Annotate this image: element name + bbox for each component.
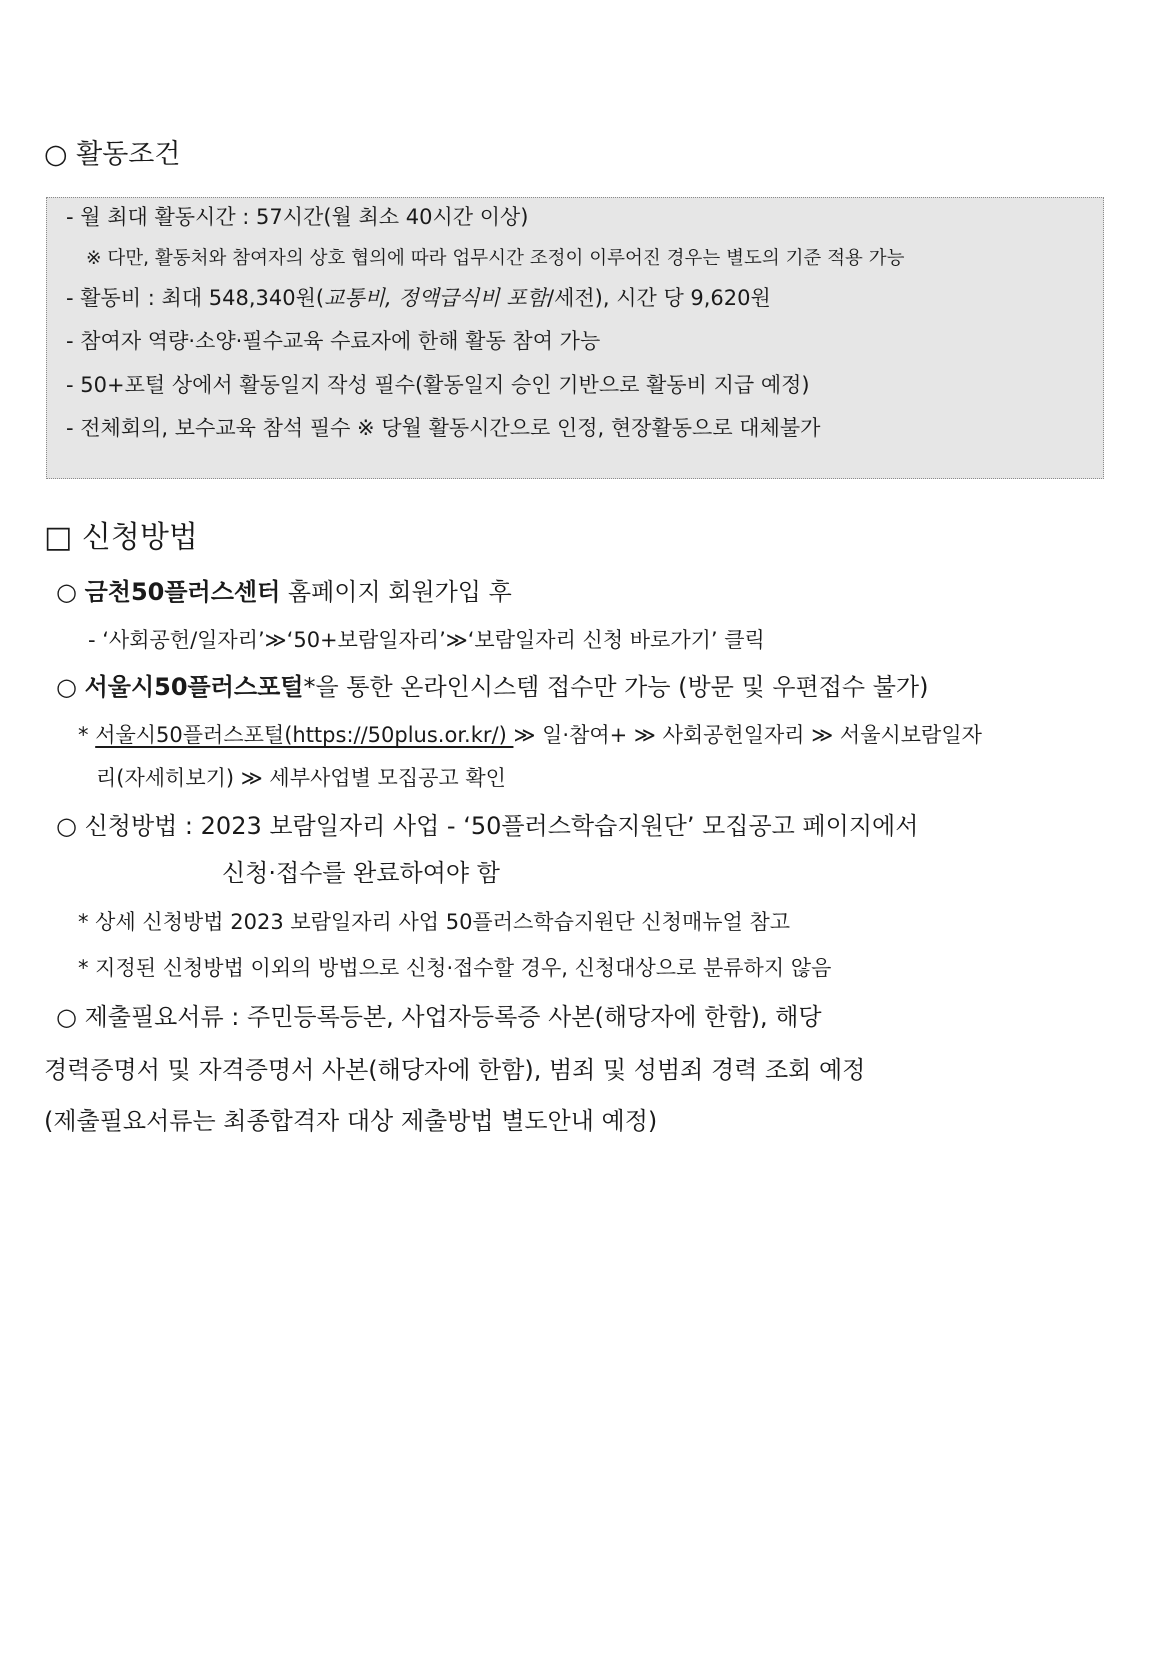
activity-line-meeting: - 전체회의, 보수교육 참석 필수 ※ 당월 활동시간으로 인정, 현장활동으로 대체불가 xyxy=(66,416,821,440)
activity-line-hours: - 월 최대 활동시간 : 57시간(월 최소 40시간 이상) xyxy=(66,205,529,229)
activity-line-pay: - 활동비 : 최대 548,340원(교통비, 정액급식비 포함/세전), 시간 당 9,620원 xyxy=(66,286,771,310)
apply-item-portal: ○ 서울시50플러스포털*을 통한 온라인시스템 접수만 가능 (방문 및 우편접수 불가) xyxy=(56,673,929,701)
apply-portal-note: * 서울시50플러스포털(https://50plus.or.kr/) ≫ 일·참여+ ≫ 사회공헌일자리 ≫ 서울시보람일자 xyxy=(78,723,982,747)
apply-item-center-path: - ‘사회공헌/일자리’≫‘50+보람일자리’≫‘보람일자리 신청 바로가기’ 클릭 xyxy=(88,628,765,652)
portal-link[interactable]: 서울시50플러스포털(https://50plus.or.kr/) xyxy=(95,723,514,747)
activity-line-note: ※ 다만, 활동처와 참여자의 상호 협의에 따라 업무시간 조정이 이루어진 경우는 별도의 기준 적용 가능 xyxy=(86,248,905,269)
section-heading-apply: □ 신청방법 xyxy=(44,520,198,555)
apply-item-center: ○ 금천50플러스센터 홈페이지 회원가입 후 xyxy=(56,578,512,606)
apply-method-note1: * 상세 신청방법 2023 보람일자리 사업 50플러스학습지원단 신청매뉴얼 참고 xyxy=(78,910,791,934)
apply-documents-line3: (제출필요서류는 최종합격자 대상 제출방법 별도안내 예정) xyxy=(44,1107,658,1135)
apply-method-line2: 신청·접수를 완료하여야 함 xyxy=(222,859,500,887)
apply-portal-note-cont: 리(자세히보기) ≫ 세부사업별 모집공고 확인 xyxy=(96,766,506,790)
apply-documents-line1: ○ 제출필요서류 : 주민등록등본, 사업자등록증 사본(해당자에 한함), 해당 xyxy=(56,1003,822,1031)
section-heading-activity: ○ 활동조건 xyxy=(44,139,181,170)
apply-documents-line2: 경력증명서 및 자격증명서 사본(해당자에 한함), 범죄 및 성범죄 경력 조회 예정 xyxy=(44,1056,866,1084)
activity-line-log: - 50+포털 상에서 활동일지 작성 필수(활동일지 승인 기반으로 활동비 지급 예정) xyxy=(66,373,810,397)
apply-method-note2: * 지정된 신청방법 이외의 방법으로 신청·접수할 경우, 신청대상으로 분류하지 않음 xyxy=(78,956,832,980)
activity-line-education: - 참여자 역량·소양·필수교육 수료자에 한해 활동 참여 가능 xyxy=(66,329,601,353)
apply-method-line1: ○ 신청방법 : 2023 보람일자리 사업 - ‘50플러스학습지원단’ 모집공고 페이지에서 xyxy=(56,812,919,840)
